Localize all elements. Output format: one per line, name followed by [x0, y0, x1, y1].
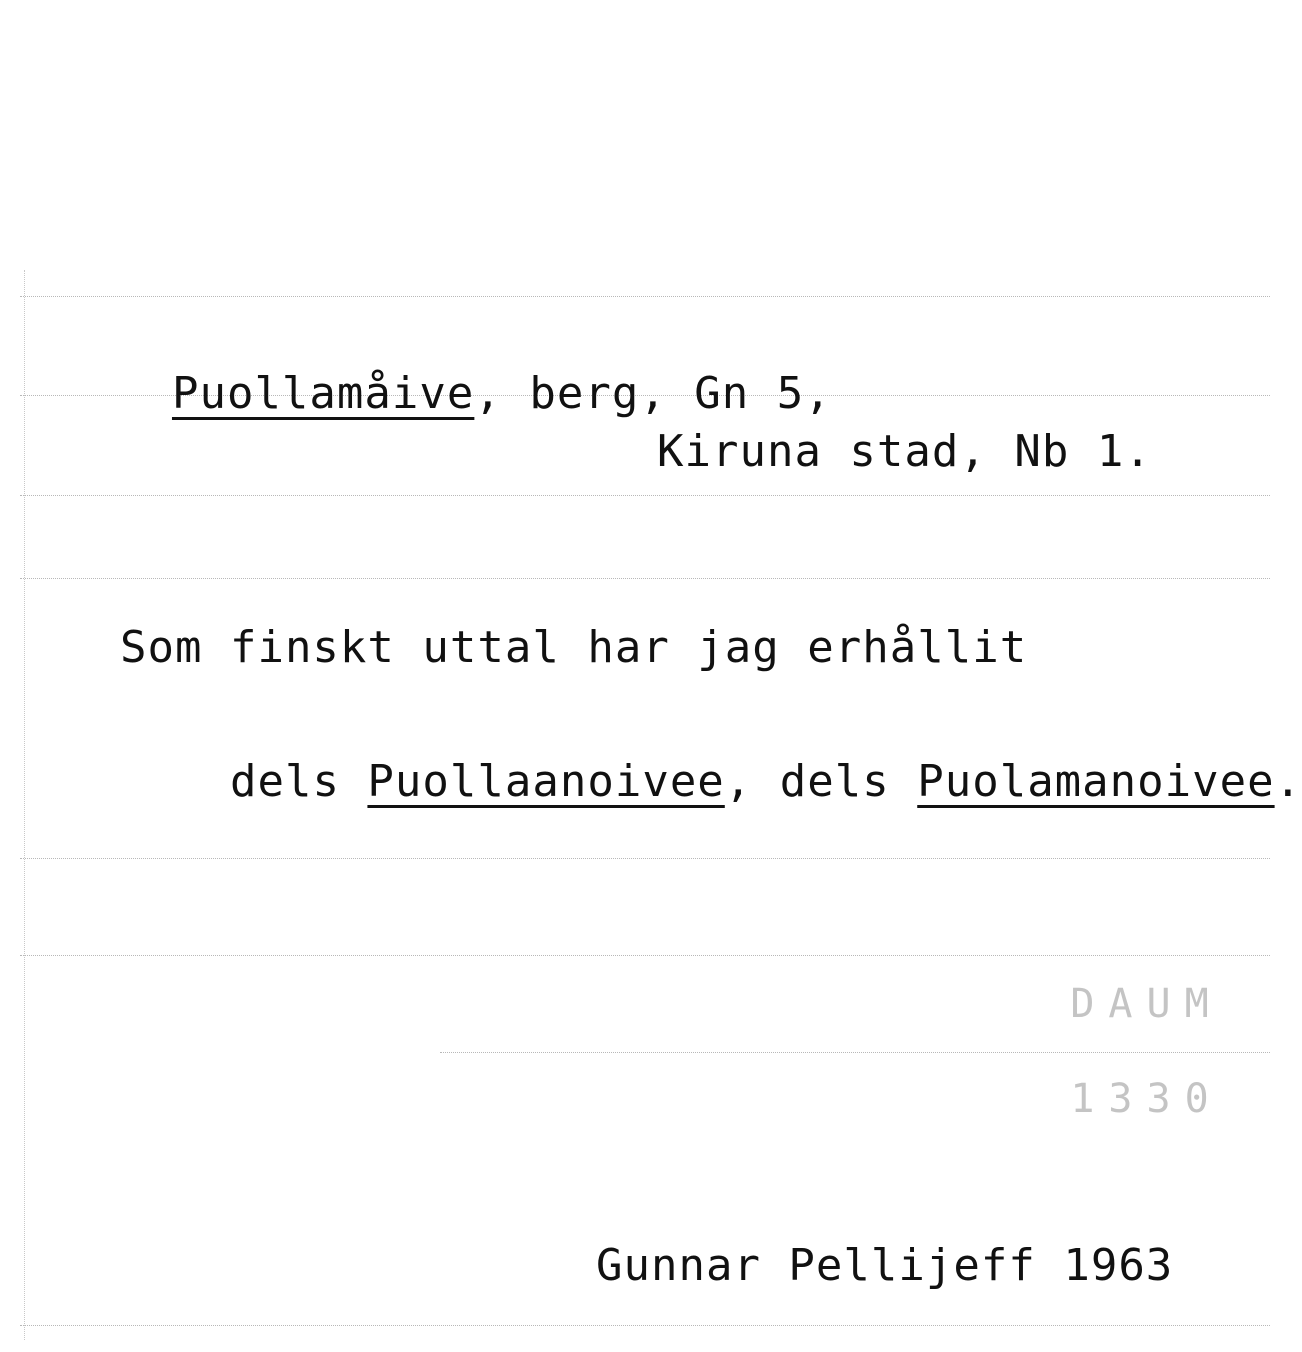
- variant-2: Puolamanoivee: [917, 756, 1275, 807]
- location: Kiruna stad, Nb 1.: [657, 426, 1152, 477]
- headword-details: , berg, Gn 5,: [474, 368, 832, 419]
- guide-line: [20, 296, 1270, 297]
- body-text: .: [1274, 756, 1302, 807]
- headword: Puollamåive: [171, 368, 475, 419]
- body-line-2: [120, 716, 1302, 848]
- guide-line: [20, 578, 1270, 579]
- archive-stamp-number: [918, 1030, 1223, 1168]
- body-text: dels: [229, 756, 368, 807]
- guide-line: [20, 1325, 1270, 1326]
- stamp-text: DAUM: [1070, 981, 1223, 1027]
- signature: Gunnar Pellijeff 1963: [596, 1240, 1174, 1291]
- guide-line: [20, 858, 1270, 859]
- guide-line: [20, 495, 1270, 496]
- stamp-number: 1330: [1070, 1076, 1223, 1122]
- body-text: , dels: [724, 756, 918, 807]
- card-edge: [24, 270, 25, 1340]
- variant-1: Puollaanoivee: [367, 756, 725, 807]
- body-line-1: Som finskt uttal har jag erhållit: [120, 622, 1028, 673]
